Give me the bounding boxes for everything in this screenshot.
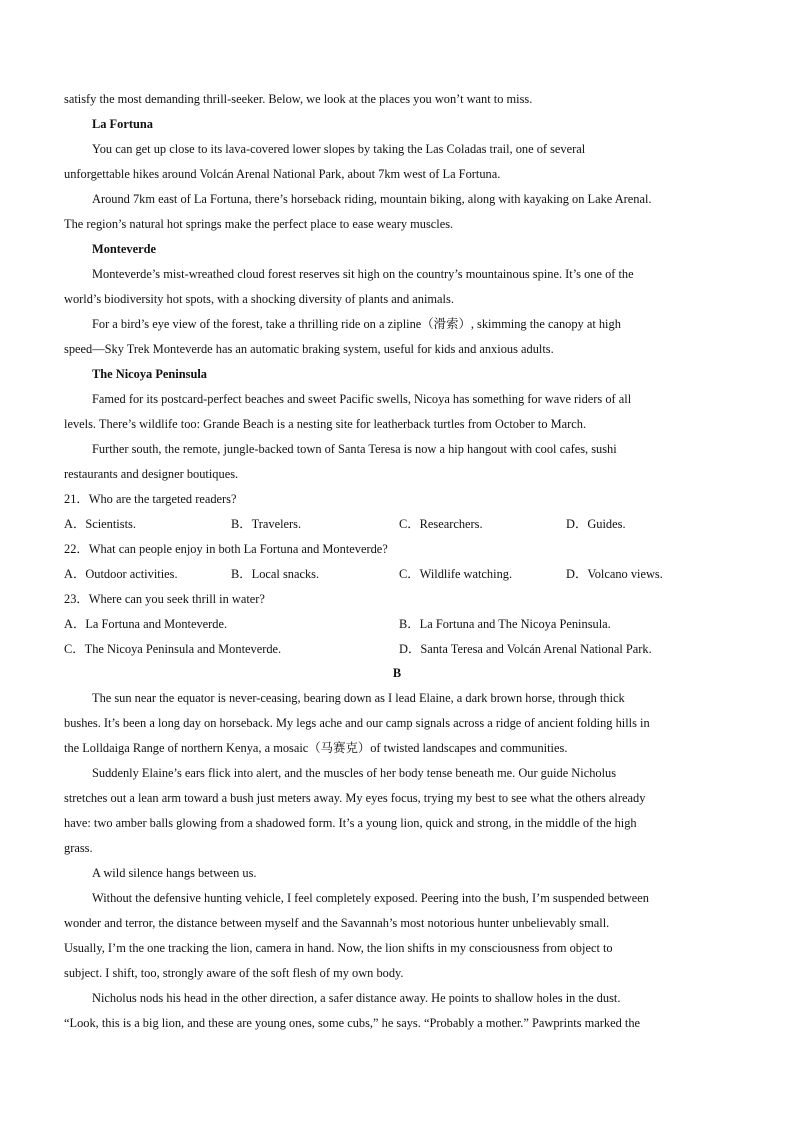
question-22-option-b: B．Local snacks. — [231, 567, 320, 581]
paragraph-line: bushes. It’s been a long day on horseback. My legs ache and our camp signals across a ridge of ancient folding hills in — [64, 716, 650, 730]
paragraph-line: You can get up close to its lava-covered lower slopes by taking the Las Coladas trail, one of several — [92, 142, 586, 156]
paragraph-line: Famed for its postcard-perfect beaches and sweet Pacific swells, Nicoya has something for wave riders of all — [92, 392, 632, 406]
question-22-option-a: A．Outdoor activities. — [64, 567, 178, 581]
question-22-stem: 22．What can people enjoy in both La Fortuna and Monteverde? — [64, 542, 388, 556]
paragraph-line: Nicholus nods his head in the other direction, a safer distance away. He points to shallow holes in the dust. — [92, 991, 621, 1005]
question-21-option-a: A．Scientists. — [64, 517, 136, 531]
paragraph-line: “Look, this is a big lion, and these are young ones, some cubs,” he says. “Probably a mother.” Pawprints marked the — [64, 1016, 641, 1030]
question-23-option-d: D．Santa Teresa and Volcán Arenal National Park. — [399, 642, 652, 656]
paragraph-line: Usually, I’m the one tracking the lion, camera in hand. Now, the lion shifts in my consciousness from object to — [64, 941, 613, 955]
question-21-option-b: B．Travelers. — [231, 517, 302, 531]
paragraph-line: Around 7km east of La Fortuna, there’s horseback riding, mountain biking, along with kayaking on Lake Arenal. — [92, 192, 652, 206]
paragraph-line: Suddenly Elaine’s ears flick into alert, and the muscles of her body tense beneath me. Our guide Nicholus — [92, 766, 617, 780]
paragraph-line: levels. There’s wildlife too: Grande Beach is a nesting site for leatherback turtles from October to March. — [64, 417, 587, 431]
paragraph-line: the Lolldaiga Range of northern Kenya, a mosaic（马赛克）of twisted landscapes and communities. — [64, 741, 568, 755]
question-21-option-c: C．Researchers. — [399, 517, 483, 531]
paragraph-line: Monteverde’s mist-wreathed cloud forest reserves sit high on the country’s mountainous spine. It’s one of the — [92, 267, 634, 281]
paragraph-line: The region’s natural hot springs make the perfect place to ease weary muscles. — [64, 217, 454, 231]
paragraph-line: subject. I shift, too, strongly aware of the soft flesh of my own body. — [64, 966, 404, 980]
paragraph-line: Without the defensive hunting vehicle, I feel completely exposed. Peering into the bush, I’m suspended between — [92, 891, 649, 905]
paragraph-line: A wild silence hangs between us. — [92, 866, 257, 880]
question-22-option-d: D．Volcano views. — [566, 567, 663, 581]
question-21-stem: 21．Who are the targeted readers? — [64, 492, 237, 506]
question-22-option-c: C．Wildlife watching. — [399, 567, 513, 581]
paragraph-line: Further south, the remote, jungle-backed town of Santa Teresa is now a hip hangout with cool cafes, sushi — [92, 442, 617, 456]
question-23-stem: 23．Where can you seek thrill in water? — [64, 592, 265, 606]
paragraph-line: grass. — [64, 841, 93, 855]
heading-nicoya-peninsula: The Nicoya Peninsula — [92, 367, 207, 381]
intro-line: satisfy the most demanding thrill-seeker. Below, we look at the places you won’t want to miss. — [64, 92, 533, 106]
question-23-option-a: A．La Fortuna and Monteverde. — [64, 617, 228, 631]
question-21-option-d: D．Guides. — [566, 517, 626, 531]
paragraph-line: world’s biodiversity hot spots, with a shocking diversity of plants and animals. — [64, 292, 454, 306]
paragraph-line: restaurants and designer boutiques. — [64, 467, 239, 481]
paragraph-line: The sun near the equator is never-ceasing, bearing down as I lead Elaine, a dark brown horse, through thick — [92, 691, 625, 705]
paragraph-line: speed—Sky Trek Monteverde has an automatic braking system, useful for kids and anxious adults. — [64, 342, 554, 356]
question-23-option-c: C．The Nicoya Peninsula and Monteverde. — [64, 642, 282, 656]
paragraph-line: wonder and terror, the distance between myself and the Savannah’s most notorious hunter unbelievably small. — [64, 916, 610, 930]
heading-la-fortuna: La Fortuna — [92, 117, 153, 131]
paragraph-line: For a bird’s eye view of the forest, take a thrilling ride on a zipline（滑索）, skimming the canopy at high — [92, 317, 621, 331]
section-b-label: B — [392, 666, 402, 680]
paragraph-line: unforgettable hikes around Volcán Arenal National Park, about 7km west of La Fortuna. — [64, 167, 501, 181]
paragraph-line: stretches out a lean arm toward a bush just meters away. My eyes focus, trying my best to see what the others already — [64, 791, 646, 805]
heading-monteverde: Monteverde — [92, 242, 156, 256]
question-23-option-b: B．La Fortuna and The Nicoya Peninsula. — [399, 617, 611, 631]
paragraph-line: have: two amber balls glowing from a shadowed form. It’s a young lion, quick and strong, in the middle of the high — [64, 816, 637, 830]
